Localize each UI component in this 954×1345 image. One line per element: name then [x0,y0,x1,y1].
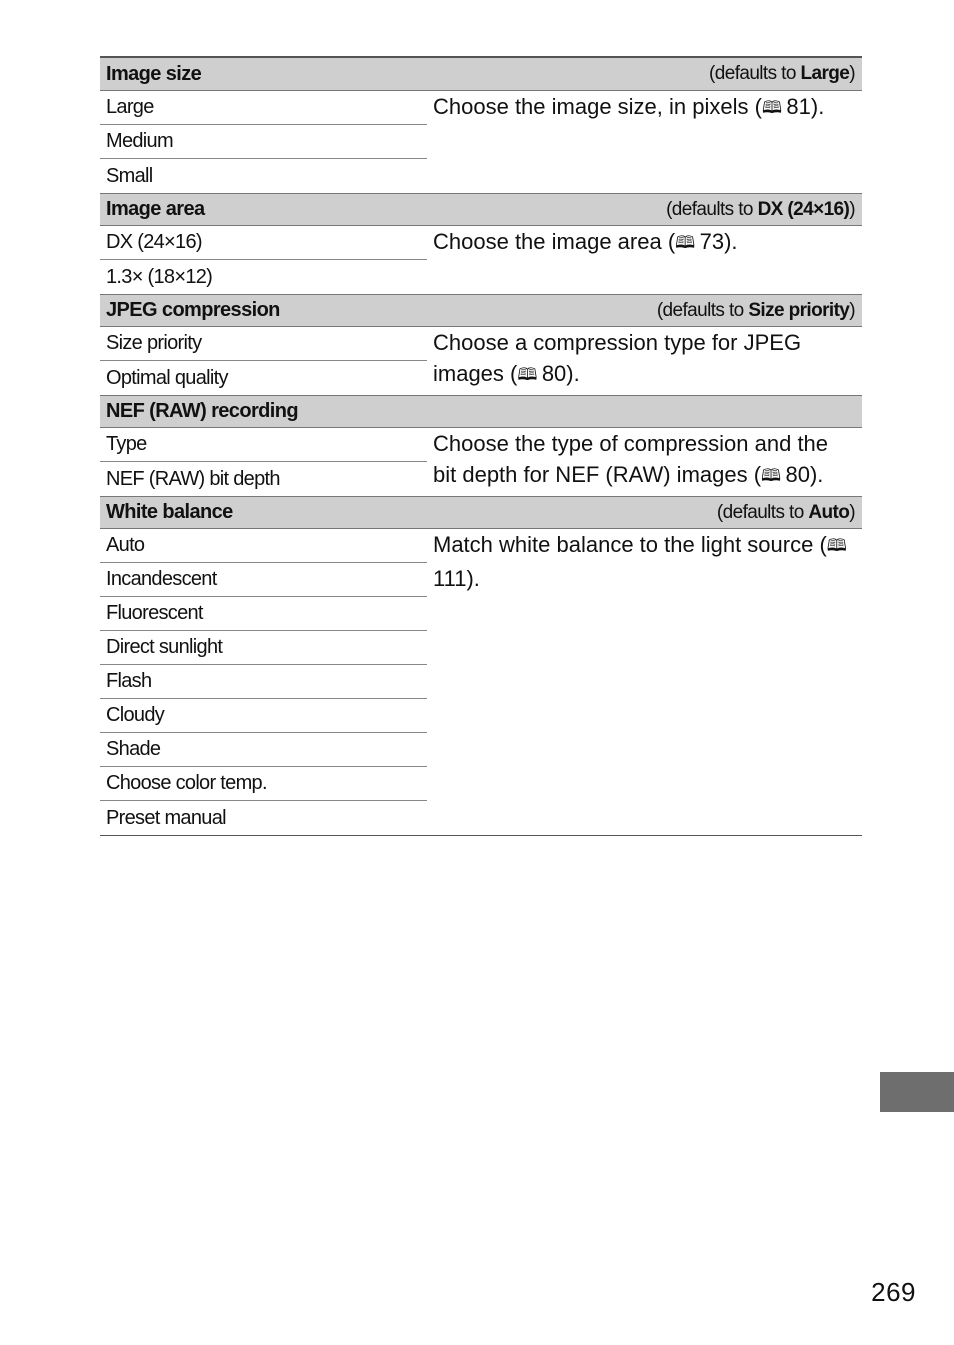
section-header-jpeg-compression [100,294,862,327]
option-item: Medium [100,125,427,159]
section-header-image-size [100,58,862,91]
options-list [100,91,427,193]
book-icon: 🕮 [761,98,782,118]
option-item: Preset manual [106,806,226,829]
option-item: Large [100,91,427,125]
default-note: (defaults to DX (24×16)) [666,198,855,220]
option-item: Type [100,428,427,462]
options-list [100,327,427,395]
section-description: Choose the type of compression and the bit depth for NEF (RAW) images (🕮 80). [433,431,829,487]
page-reference: 81 [786,94,811,119]
default-note: (defaults to Size priority) [656,299,855,321]
section-header-white-balance [100,496,862,529]
option-item: Choose color temp. [100,767,427,801]
default-note: (defaults to Auto) [716,501,855,523]
option-item: Flash [100,665,427,699]
option-item: Shade [100,733,427,767]
section-title: Image area [106,198,205,220]
options-list [100,529,427,835]
option-item: DX (24×16) [100,226,427,260]
option-item: 1.3× (18×12) [106,265,213,288]
options-list [100,428,427,496]
section-body-image-area [100,226,862,294]
section-body-nef-raw-recording [100,428,862,496]
section-description: Choose a compression type for JPEG images (🕮 80). [433,330,802,386]
page-reference: 80 [785,462,810,487]
section-description: Choose the image size, in pixels (🕮 81). [433,94,825,119]
default-value: Size priority [748,299,850,321]
section-header-image-area [100,193,862,226]
section-description: Match white balance to the light source (🕮 111). [433,532,847,591]
option-item: Size priority [100,327,427,361]
book-icon: 🕮 [517,365,538,385]
book-icon: 🕮 [675,233,696,253]
page-reference: 73 [699,229,725,254]
section-title: JPEG compression [106,299,280,321]
option-item: Optimal quality [106,366,228,389]
option-item: Incandescent [100,563,427,597]
option-item: Small [106,164,153,187]
section-body-jpeg-compression [100,327,862,395]
option-item: Direct sunlight [100,631,427,665]
default-note: (defaults to Large) [709,63,855,84]
page-reference: 111 [433,566,467,591]
book-icon: 🕮 [826,536,847,556]
section-title: White balance [106,501,233,523]
default-value: Large [800,63,850,84]
options-list [100,226,427,294]
default-value: DX (24×16) [757,198,850,220]
option-item: Auto [100,529,427,563]
section-header-nef-raw-recording [100,395,862,428]
option-item: Cloudy [100,699,427,733]
settings-table [100,56,862,836]
section-body-image-size [100,91,862,193]
option-item: NEF (RAW) bit depth [106,467,280,490]
page-reference: 80 [541,361,567,386]
option-item: Fluorescent [100,597,427,631]
section-title: NEF (RAW) recording [106,400,298,422]
default-value: Auto [808,501,850,523]
section-title: Image size [106,62,202,85]
section-body-white-balance [100,529,862,835]
chapter-thumb-tab [880,1072,954,1112]
book-icon: 🕮 [761,466,782,486]
page-number: 269 [871,1277,916,1307]
section-description: Choose the image area (🕮 73). [433,229,738,254]
